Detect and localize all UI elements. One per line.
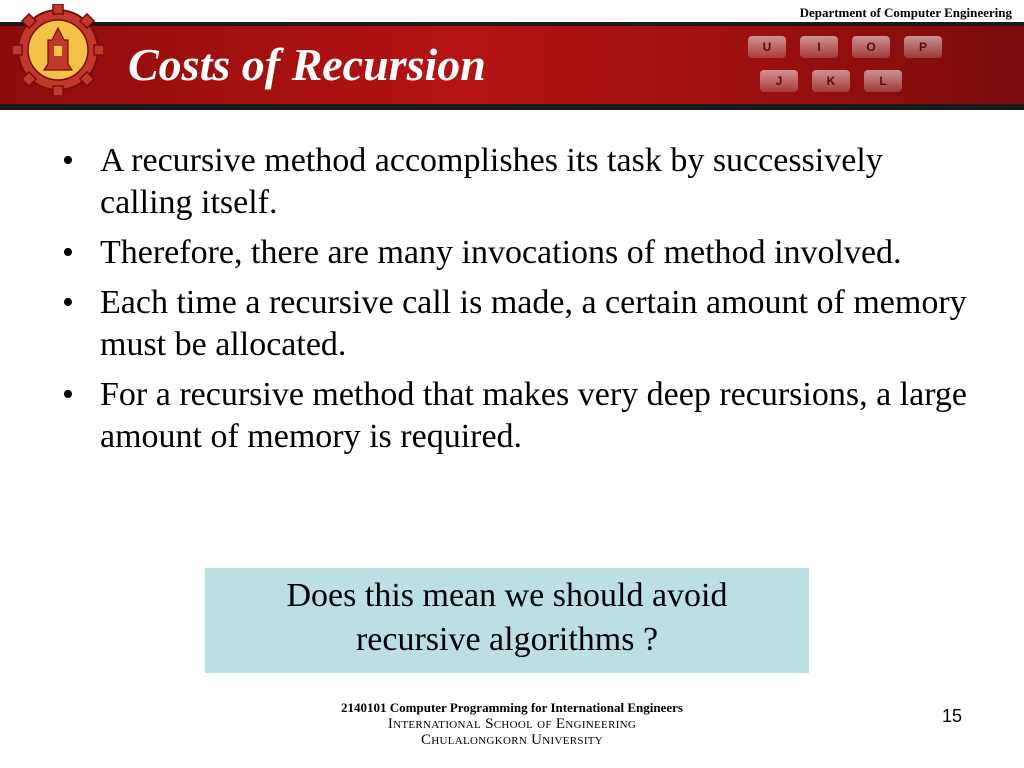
key-l: L xyxy=(864,70,902,92)
bullet-text: A recursive method accomplishes its task by successively calling itself. xyxy=(100,142,883,221)
question-box xyxy=(205,568,809,673)
key-p: P xyxy=(904,36,942,58)
question-line-2: recursive algorithms ? xyxy=(355,621,659,658)
list-item xyxy=(60,140,980,224)
key-o: O xyxy=(852,36,890,58)
list-item xyxy=(60,374,980,458)
key-k: K xyxy=(812,70,850,92)
bullet-icon: • xyxy=(62,284,74,321)
department-label: Department of Computer Engineering xyxy=(799,5,1012,20)
footer xyxy=(0,700,1024,748)
key-u: U xyxy=(748,36,786,58)
bullet-icon: • xyxy=(62,376,74,413)
list-item xyxy=(60,232,980,274)
bullet-text: Each time a recursive call is made, a certain amount of memory must be allocated. xyxy=(100,284,967,363)
university-logo-icon xyxy=(12,4,104,96)
university-name: Chulalongkorn University xyxy=(420,732,604,748)
banner-bottom-border xyxy=(0,104,1024,110)
key-j: J xyxy=(760,70,798,92)
bullet-text: Therefore, there are many invocations of method involved. xyxy=(100,234,902,271)
course-name: 2140101 Computer Programming for International Engineers xyxy=(341,700,683,715)
bullet-icon: • xyxy=(62,234,74,271)
school-name: International School of Engineering xyxy=(387,716,637,732)
key-i: I xyxy=(800,36,838,58)
list-item xyxy=(60,282,980,366)
bullet-icon: • xyxy=(62,142,74,179)
keyboard-decoration xyxy=(724,26,1024,106)
slide-title: Costs of Recursion xyxy=(128,39,486,90)
bullet-text: For a recursive method that makes very deep recursions, a large amount of memory is required. xyxy=(100,376,967,455)
bullet-list xyxy=(60,140,980,466)
question-line-1: Does this mean we should avoid xyxy=(286,577,728,614)
page-number: 15 xyxy=(941,706,962,726)
